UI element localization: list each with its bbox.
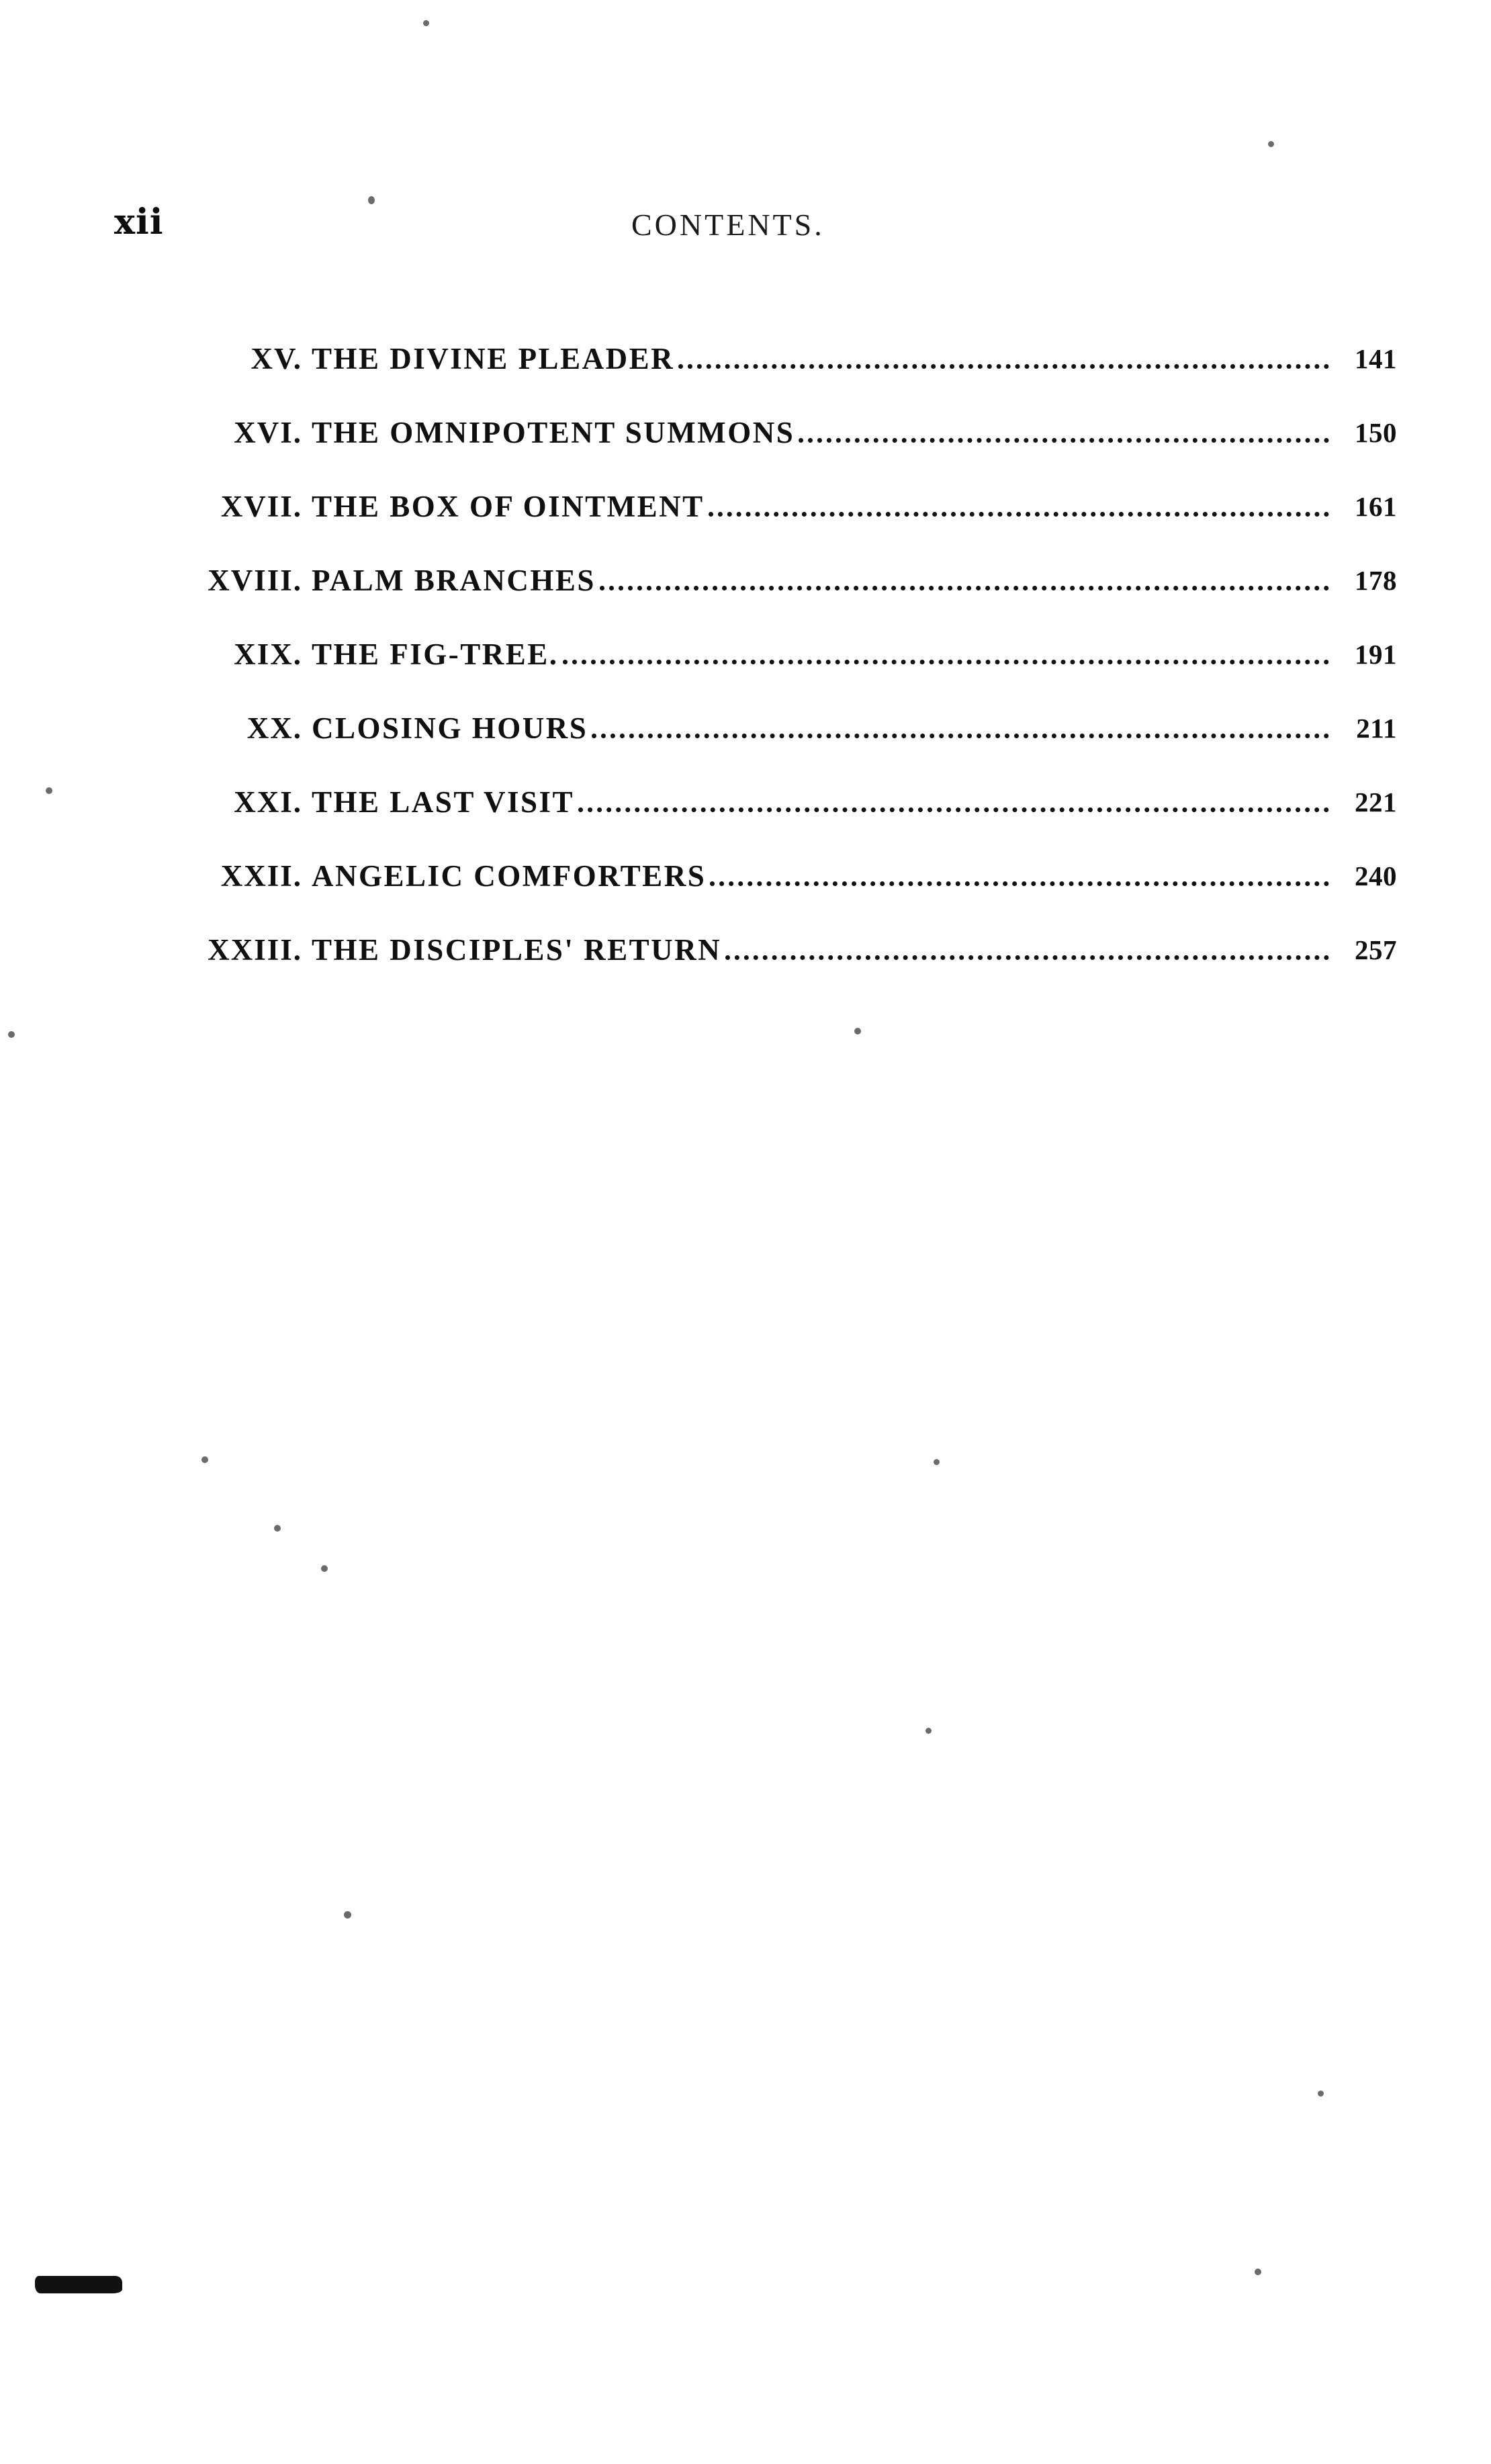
dot-leader: [592, 734, 1329, 738]
toc-title: THE BOX OF OINTMENT: [312, 490, 705, 523]
toc-page-number: 150: [1355, 417, 1397, 448]
toc-numeral: XVI.: [234, 416, 302, 449]
toc-entry: [101, 598, 1397, 672]
toc-title: THE DIVINE PLEADER: [312, 342, 675, 376]
toc-entry: [101, 450, 1397, 524]
toc-page-number: 240: [1355, 861, 1397, 891]
toc-title: THE OMNIPOTENT SUMMONS: [312, 416, 795, 449]
toc-page-number: 178: [1355, 565, 1397, 596]
dot-leader: [600, 586, 1329, 590]
scan-speck: [934, 1459, 940, 1465]
scan-speck: [1268, 141, 1274, 147]
scan-speck: [46, 787, 52, 794]
toc-page-number: 161: [1355, 491, 1397, 522]
toc-numeral: XIX.: [234, 637, 302, 671]
toc-numeral: XXI.: [234, 785, 302, 819]
scan-speck: [1318, 2091, 1324, 2097]
scan-speck: [344, 1911, 351, 1919]
dot-leader: [710, 881, 1329, 886]
toc-page-number: 141: [1355, 343, 1397, 374]
toc-numeral: XXII.: [220, 859, 302, 893]
ink-smudge: [35, 2276, 122, 2293]
toc-entry: [101, 302, 1397, 376]
toc-page-number: 257: [1355, 934, 1397, 965]
toc-entry: [101, 746, 1397, 820]
toc-entry: [101, 376, 1397, 450]
toc-title: ANGELIC COMFORTERS: [312, 859, 707, 893]
running-head-title: CONTENTS.: [631, 208, 825, 242]
toc-entry: [101, 893, 1397, 967]
scan-speck: [925, 1728, 932, 1734]
dot-leader: [799, 438, 1329, 443]
scan-speck: [423, 20, 429, 26]
dot-leader: [678, 364, 1329, 369]
toc-title: CLOSING HOURS: [312, 711, 588, 745]
page-folio: xii: [114, 202, 164, 243]
toc-entry: [101, 820, 1397, 893]
toc-page-number: 211: [1356, 713, 1397, 744]
scan-speck: [1255, 2269, 1261, 2275]
toc-title: THE FIG-TREE.: [312, 637, 559, 671]
toc-numeral: XX.: [246, 711, 302, 745]
scan-speck: [201, 1456, 208, 1463]
scan-speck: [368, 196, 375, 204]
scan-speck: [8, 1031, 15, 1038]
toc-numeral: XV.: [251, 342, 302, 376]
dot-leader: [563, 660, 1329, 664]
toc-entry: [101, 524, 1397, 598]
table-of-contents: [101, 302, 1397, 967]
toc-numeral: XVIII.: [208, 564, 302, 597]
toc-title: THE LAST VISIT: [312, 785, 575, 819]
toc-numeral: XVII.: [220, 490, 302, 523]
toc-numeral: XXIII.: [208, 933, 302, 967]
toc-entry: [101, 672, 1397, 746]
dot-leader: [725, 955, 1329, 960]
scan-speck: [321, 1565, 328, 1572]
scan-speck: [854, 1028, 861, 1035]
toc-page-number: 221: [1355, 787, 1397, 818]
toc-page-number: 191: [1355, 639, 1397, 670]
toc-title: THE DISCIPLES' RETURN: [312, 933, 722, 967]
scan-speck: [274, 1525, 281, 1532]
dot-leader: [709, 512, 1329, 517]
dot-leader: [578, 807, 1329, 812]
toc-title: PALM BRANCHES: [312, 564, 596, 597]
